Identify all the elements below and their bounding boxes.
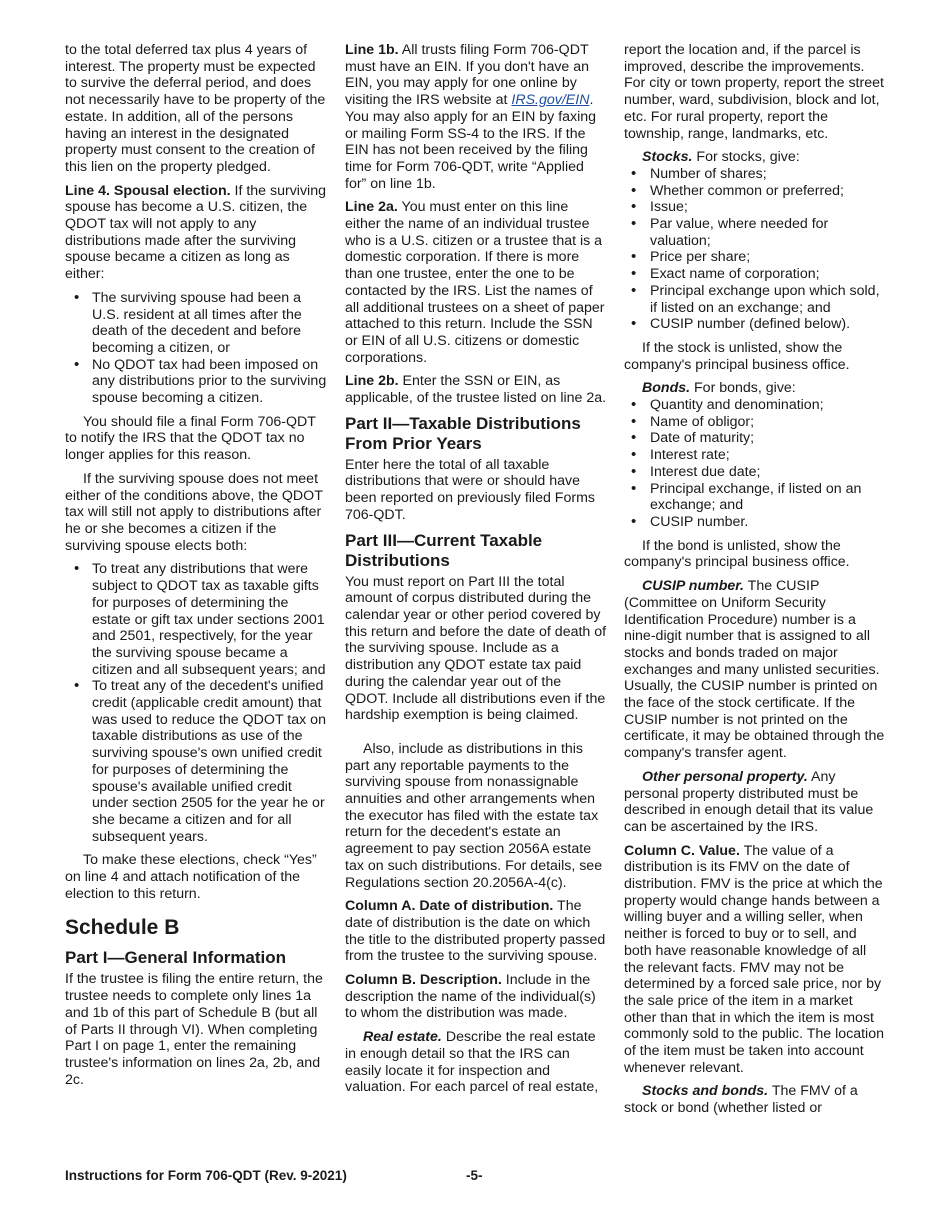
schedule-b-heading: Schedule B (65, 916, 180, 940)
other-property-paragraph (624, 769, 886, 836)
other-property-heading: Other personal property. (642, 768, 808, 785)
list-item: • Interest rate; (624, 447, 886, 464)
list-item: • Name of obligor; (624, 414, 886, 431)
real-estate-heading: Real estate. (363, 1029, 442, 1046)
conditions-list (65, 290, 327, 407)
line2b-paragraph (345, 373, 607, 406)
line1b-heading: Line 1b. (345, 42, 399, 58)
column-a-text: The date of distribution is the date on which the title to the distributed property passed from the trustee to the surviving spouse. (345, 898, 606, 965)
stocks-unlisted-paragraph: If the stock is unlisted, show the company's principal business office. (624, 339, 850, 373)
list-item: • Whether common or preferred; (624, 183, 886, 200)
column-c-heading: Column C. Value. (624, 842, 740, 859)
column-c-text: The value of a distribution is its FMV on the date of distribution. FMV is the price at which the property would change hands between a willing buyer and a willing seller, when neither is forced to buy or to sell, and both have reasonable knowledge of all the relevant facts. FMV may not be determined by a forced sale price, nor by the sale price of the item in a market other than that in which the item is most commonly sold to the public. The location of the item must be taken into account whenever relevant. (624, 842, 884, 1076)
cusip-text: The CUSIP (Committee on Uniform Security Identification Procedure) number is a nine-digit number that is assigned to all stocks and bonds traded on major exchanges and many unlisted securities. Usually, the CUSIP number is printed on the face of the stock certificate. If the CUSIP number is not printed on the certificate, it may be obtained through the company's transfer agent. (624, 578, 885, 762)
column-b-paragraph (345, 972, 607, 1022)
part3-heading: Part III—Current Taxable Distributions (345, 530, 543, 570)
list-item: • Interest due date; (624, 464, 886, 481)
bonds-paragraph (624, 380, 886, 397)
if-not-paragraph: If the surviving spouse does not meet either of the conditions above, the QDOT tax will still not apply to distributions after he or she becomes a citizen if the surviving spouse elects both: (65, 470, 323, 554)
real-estate-continued: report the location and, if the parcel is improved, describe the improvements. For city or town property, report the street number, ward, subdivision, block and lot, etc. For rural property, report the township, range, landmarks, etc. (624, 42, 884, 142)
line2b-heading: Line 2b. (345, 373, 399, 390)
line1b-text: All trusts filing Form 706-QDT must have an EIN. If you don't have an EIN, you may apply for one online by visiting the IRS website at (345, 42, 590, 109)
column-c-paragraph (624, 843, 886, 1077)
line1b-text-2: . You may also apply for an EIN by faxing or mailing Form SS-4 to the IRS. If the EIN has not been received by the filing time for Form 706-QDT, write “Applied for” on line 1b. (345, 92, 597, 192)
list-item: • Exact name of corporation; (624, 266, 886, 283)
stocks-bonds-text: The FMV of a stock or bond (whether listed or (624, 1083, 858, 1117)
footer-form-title: Instructions for Form 706-QDT (Rev. 9-2021) (65, 1168, 347, 1183)
bonds-heading: Bonds. (642, 380, 691, 397)
part2-heading: Part II—Taxable Distributions From Prior Years (345, 413, 581, 453)
column-a-heading: Column A. Date of distribution. (345, 898, 554, 915)
list-item: • Principal exchange, if listed on an exchange; and (624, 481, 886, 514)
line1b-paragraph (345, 42, 607, 192)
bonds-text: For bonds, give: (690, 380, 796, 397)
line4-text: If the surviving spouse has become a U.S. citizen, the QDOT tax will not apply to any distributions made after the surviving spouse became a citizen as long as either: (65, 182, 326, 283)
stocks-bonds-paragraph (624, 1083, 886, 1116)
column-b-text: Include in the description the name of the individual(s) to whom the distribution was made. (345, 972, 596, 1022)
line4-paragraph (65, 183, 327, 283)
list-item: • Quantity and denomination; (624, 397, 886, 414)
list-item: • Principal exchange upon which sold, if listed on an exchange; and (624, 283, 886, 316)
irs-ein-link[interactable]: IRS.gov/EIN (511, 92, 590, 109)
page-number: -5- (466, 1168, 483, 1183)
line2a-text: You must enter on this line either the name of an individual trustee who is a U.S. citizen or a trustee that is a domestic corporation. If there is more than one trustee, enter the one to be contacted by the IRS. List the names of all additional trustees on a sheet of paper attached to this return. Include the SSN or EIN of all U.S. citizens or domestic corporations. (345, 199, 605, 366)
line2a-paragraph (345, 199, 607, 366)
elections-list (65, 561, 327, 845)
line2a-heading: Line 2a. (345, 199, 398, 216)
column-b-heading: Column B. Description. (345, 972, 502, 989)
stocks-bonds-heading: Stocks and bonds. (642, 1083, 769, 1100)
also-include-paragraph: Also, include as distributions in this part any reportable payments to the surviving spouse from nonassignable annuities and other arrangements when the executor has filed with the estate tax return for the decedent's estate an agreement to pay section 2056A estate tax on such distributions. For details, see Regulations section 20.2056A-4(c). (345, 740, 603, 891)
cusip-heading: CUSIP number. (642, 578, 744, 595)
list-item: • Date of maturity; (624, 430, 886, 447)
column-a-paragraph (345, 898, 607, 965)
stocks-list (624, 166, 886, 333)
list-item: • Par value, where needed for valuation; (624, 216, 886, 249)
real-estate-text: Describe the real estate in enough detail so that the IRS can easily locate it for inspection and valuation. For each parcel of real estate, (345, 1029, 599, 1096)
stocks-paragraph (624, 149, 886, 166)
stocks-heading: Stocks. (642, 149, 693, 166)
list-item: • To treat any distributions that were subject to QDOT tax as taxable gifts for purposes of determining the estate or gift tax under sections 2001 and 2501, respectively, for the year the surviving spouse became a citizen and all subsequent years; and (65, 561, 327, 678)
column-1 (65, 42, 327, 1095)
paragraph-continued: to the total deferred tax plus 4 years of interest. The property must be expected to survive the deferral period, and does not necessarily have to be property of the estate. In addition, all of the persons having an interest in the designated property must consent to the creation of this lien on the property pledged. (65, 42, 326, 175)
list-item: • The surviving spouse had been a U.S. resident at all times after the death of the decedent and before becoming a citizen, or (65, 290, 327, 357)
list-item: • CUSIP number. (624, 514, 886, 531)
part1-paragraph: If the trustee is filing the entire return, the trustee needs to complete only lines 1a and 1b of this part of Schedule B (but all of Parts II through VI). When completing Part I on page 1, enter the remaining trustee's information on lines 2a, 2b, and 2c. (65, 971, 323, 1088)
stocks-text: For stocks, give: (692, 149, 800, 166)
list-item: • No QDOT tax had been imposed on any distributions prior to the surviving spouse becoming a citizen. (65, 357, 327, 407)
line4-heading: Line 4. Spousal election. (65, 182, 231, 199)
column-2 (345, 42, 607, 1103)
cusip-paragraph (624, 578, 886, 762)
column-3 (624, 42, 886, 1124)
bonds-unlisted-paragraph: If the bond is unlisted, show the company's principal business office. (624, 537, 850, 571)
line2b-text: Enter the SSN or EIN, as applicable, of the trustee listed on line 2a. (345, 373, 607, 407)
other-property-text: Any personal property distributed must be described in enough detail that its value can be ascertained by the IRS. (624, 768, 874, 835)
make-elections-paragraph: To make these elections, check “Yes” on line 4 and attach notification of the election to this return. (65, 852, 317, 902)
final-form-paragraph: You should file a final Form 706-QDT to notify the IRS that the QDOT tax no longer applies for this reason. (65, 413, 316, 464)
bonds-list (624, 397, 886, 531)
list-item: • CUSIP number (defined below). (624, 316, 886, 333)
part3-paragraph: You must report on Part III the total amount of corpus distributed during the calendar year or other period covered by this return and before the date of death of the surviving spouse. Include as a distribution any QDOT estate tax paid during the calendar year out of the QDOT. Include all distributions even if the hardship exemption is being claimed. (345, 573, 607, 724)
list-item: • Issue; (624, 199, 886, 216)
real-estate-paragraph (345, 1029, 607, 1096)
list-item: • Price per share; (624, 249, 886, 266)
part2-paragraph: Enter here the total of all taxable distributions that were or should have been reported on previously filed Forms 706-QDT. (345, 456, 595, 523)
list-item: • To treat any of the decedent's unified credit (applicable credit amount) that was used to reduce the QDOT tax on taxable distributions as use of the surviving spouse's own unified credit for purposes of determining the spouse's available unified credit under section 2505 for the year he or she became a citizen and for all subsequent years. (65, 678, 327, 845)
part1-heading: Part I—General Information (65, 948, 287, 968)
list-item: • Number of shares; (624, 166, 886, 183)
